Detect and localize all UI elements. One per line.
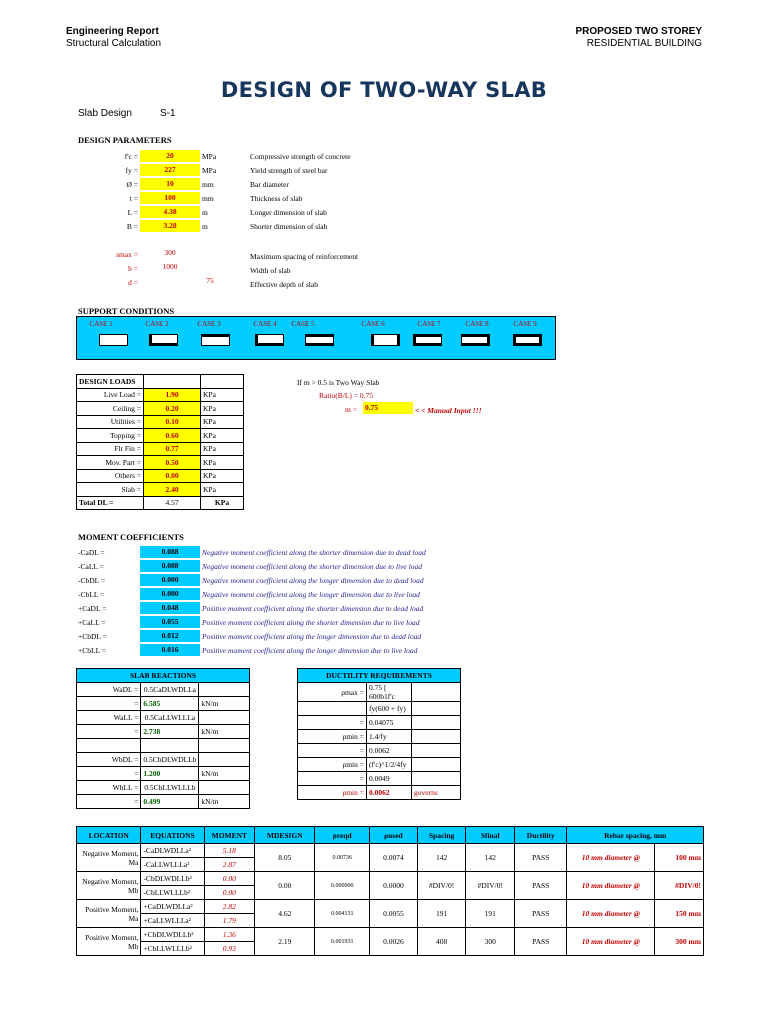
- reaction-value: 0.5CaDLWDLLa: [141, 683, 199, 697]
- reaction-row: [77, 697, 250, 711]
- summary-sp: 408: [417, 928, 466, 956]
- summary-header: Ductility: [515, 827, 567, 844]
- summary-equation: -CaDLWDLLa²: [141, 844, 204, 858]
- ductility-table: [297, 668, 461, 800]
- summary-row: [77, 928, 704, 942]
- param-unit: m: [202, 208, 208, 217]
- ductility-row: [298, 716, 461, 730]
- load-label: Topping =: [77, 429, 144, 443]
- reaction-unit: kN/m: [199, 725, 250, 739]
- summary-moment: 0.00: [204, 886, 255, 900]
- param-unit: m: [202, 222, 208, 231]
- ductility-value: 0.0049: [367, 772, 412, 786]
- summary-equation: -CaLLWLLLa²: [141, 858, 204, 872]
- summary-rebar: 10 mm diameter @: [567, 928, 655, 956]
- total-dl-value: 4.57: [144, 496, 201, 510]
- two-way-note: If m > 0.5 is Two Way Slab: [297, 378, 380, 387]
- case-3-label: CASE 3: [197, 320, 221, 328]
- load-input[interactable]: 1.90: [144, 388, 201, 402]
- load-label: Mov. Part =: [77, 456, 144, 470]
- param-symbol: smax =: [116, 250, 138, 259]
- summary-moment: 0.00: [204, 872, 255, 886]
- coef-symbol: -CaLL =: [78, 562, 104, 571]
- total-dl-row: [77, 496, 244, 510]
- coef-symbol: -CbDL =: [78, 576, 106, 585]
- param-unit: MPa: [202, 152, 217, 161]
- param-symbol: fy =: [125, 166, 138, 175]
- coef-desc: Negative moment coefficient along the shorter dimension due to live load: [202, 562, 422, 571]
- reaction-unit: kN/m: [199, 795, 250, 809]
- design-loads-table: [76, 374, 244, 510]
- coef-symbol: +CaLL =: [78, 618, 106, 627]
- summary-header: Spacing: [417, 827, 466, 844]
- param-value: 300: [164, 248, 176, 257]
- design-loads-heading: DESIGN LOADS: [77, 375, 144, 389]
- param-unit: mm: [202, 194, 214, 203]
- summary-rebar: 10 mm diameter @: [567, 872, 655, 900]
- coef-desc: Negative moment coefficient along the shorter dimension due to dead load: [202, 548, 426, 557]
- reaction-symbol: [77, 739, 141, 753]
- summary-rr: 0.004131: [315, 900, 370, 928]
- ductility-note: [412, 744, 461, 758]
- summary-ru: 0.0000: [370, 872, 418, 900]
- summary-rebar-spacing: 300 mm: [655, 928, 704, 956]
- param-desc: Shorter dimension of slab: [250, 222, 328, 231]
- reaction-symbol: WbLL =: [77, 781, 141, 795]
- coef-value: 0.088: [140, 560, 200, 572]
- case-2-diagram[interactable]: [149, 334, 178, 346]
- reaction-value: 2.738: [141, 725, 199, 739]
- ductility-value: 0.75 [ 600b1f'c: [367, 683, 412, 702]
- param-input[interactable]: 3.28: [140, 220, 200, 232]
- ductility-value: 0.04075: [367, 716, 412, 730]
- case-9-diagram[interactable]: [513, 334, 542, 346]
- coef-symbol: +CaDL =: [78, 604, 107, 613]
- reaction-unit: [199, 781, 250, 795]
- load-unit: KPa: [201, 483, 244, 497]
- case-1-diagram[interactable]: [99, 334, 128, 346]
- slab-reactions-table: [76, 668, 250, 809]
- param-input[interactable]: 100: [140, 192, 200, 204]
- param-value: 75: [206, 276, 214, 285]
- reaction-value: 0.499: [141, 795, 199, 809]
- coef-symbol: +CbLL =: [78, 646, 106, 655]
- summary-moment: 1.36: [204, 928, 255, 942]
- param-symbol: d =: [128, 278, 138, 287]
- load-row: [77, 429, 244, 443]
- page-title: DESIGN OF TWO-WAY SLAB: [220, 78, 548, 102]
- reaction-value: 0.5CbLLWLLLb: [141, 781, 199, 795]
- summary-equation: -CbLLWLLLb²: [141, 886, 204, 900]
- total-dl-unit: KPa: [201, 496, 244, 510]
- param-symbol: f'c =: [124, 152, 138, 161]
- param-desc: Bar diameter: [250, 180, 289, 189]
- ductility-value: (f'c)^1/2/4fy: [367, 758, 412, 772]
- reaction-symbol: =: [77, 725, 141, 739]
- summary-header-row: [77, 827, 704, 844]
- case-4-diagram[interactable]: [255, 334, 284, 346]
- summary-header: EQUATIONS: [141, 827, 204, 844]
- summary-header: Sfinal: [466, 827, 515, 844]
- ductility-row: [298, 758, 461, 772]
- summary-du: PASS: [515, 900, 567, 928]
- summary-header: ρused: [370, 827, 418, 844]
- coef-value: 0.000: [140, 588, 200, 600]
- reaction-unit: [199, 683, 250, 697]
- load-label: Flr Fin =: [77, 442, 144, 456]
- summary-sf: 300: [466, 928, 515, 956]
- param-symbol: b =: [128, 264, 138, 273]
- load-label: Slab =: [77, 483, 144, 497]
- param-input[interactable]: 4.38: [140, 206, 200, 218]
- case-8-label: CASE 8: [465, 320, 489, 328]
- ductility-value: 0.0062: [367, 786, 412, 800]
- load-input[interactable]: 0.77: [144, 442, 201, 456]
- load-row: [77, 442, 244, 456]
- reaction-symbol: =: [77, 767, 141, 781]
- param-symbol: L =: [127, 208, 138, 217]
- param-symbol: B =: [126, 222, 138, 231]
- summary-row: [77, 900, 704, 914]
- reaction-unit: [199, 753, 250, 767]
- load-unit: KPa: [201, 388, 244, 402]
- case-5-diagram[interactable]: [305, 334, 334, 346]
- summary-sf: #DIV/0!: [466, 872, 515, 900]
- param-unit: MPa: [202, 166, 217, 175]
- param-symbol: t =: [129, 194, 138, 203]
- ductility-symbol: =: [298, 716, 367, 730]
- param-input[interactable]: 227: [140, 164, 200, 176]
- ductility-note: governs: [412, 786, 461, 800]
- load-unit: KPa: [201, 456, 244, 470]
- summary-sf: 191: [466, 900, 515, 928]
- report-subtitle: Structural Calculation: [66, 38, 162, 49]
- m-label: m =: [345, 405, 357, 414]
- summary-equation: -CbDLWDLLb²: [141, 872, 204, 886]
- coef-value: 0.088: [140, 546, 200, 558]
- summary-md: 2.19: [255, 928, 315, 956]
- reaction-row: [77, 795, 250, 809]
- reaction-unit: kN/m: [199, 767, 250, 781]
- coef-desc: Positive moment coefficient along the longer dimension due to dead load: [202, 632, 422, 641]
- report-title: Engineering Report: [66, 26, 159, 37]
- load-label: Live Load =: [77, 388, 144, 402]
- load-unit: KPa: [201, 442, 244, 456]
- project-subtitle: RESIDENTIAL BUILDING: [586, 38, 702, 49]
- summary-equation: +CaLLWLLLa²: [141, 914, 204, 928]
- summary-md: 8.05: [255, 844, 315, 872]
- reaction-symbol: WaDL =: [77, 683, 141, 697]
- ductility-note: [412, 758, 461, 772]
- summary-ru: 0.0074: [370, 844, 418, 872]
- summary-header: Rebar spacing, mm: [567, 827, 704, 844]
- summary-moment: 2.87: [204, 858, 255, 872]
- reaction-symbol: WbDL =: [77, 753, 141, 767]
- summary-moment: 2.82: [204, 900, 255, 914]
- summary-row: [77, 872, 704, 886]
- summary-equation: +CbLLWLLLb²: [141, 942, 204, 956]
- reaction-row: [77, 767, 250, 781]
- summary-location: Negative Moment, Mb: [77, 872, 141, 900]
- case-8-diagram[interactable]: [461, 334, 490, 346]
- param-desc: Longer dimension of slab: [250, 208, 327, 217]
- summary-location: Positive Moment, Mb: [77, 928, 141, 956]
- ductility-row: [298, 683, 461, 702]
- param-desc: Maximum spacing of reinforcement: [250, 252, 359, 261]
- ductility-note: [412, 683, 461, 702]
- load-row: [77, 483, 244, 497]
- param-desc: Yield strength of steel bar: [250, 166, 328, 175]
- coef-symbol: -CbLL =: [78, 590, 105, 599]
- summary-rr: 0.001931: [315, 928, 370, 956]
- param-desc: Compressive strength of concrete: [250, 152, 351, 161]
- summary-equation: +CbDLWDLLb²: [141, 928, 204, 942]
- ductility-symbol: =: [298, 744, 367, 758]
- load-input[interactable]: 0.10: [144, 415, 201, 429]
- reaction-row: [77, 711, 250, 725]
- summary-header: LOCATION: [77, 827, 141, 844]
- case-9-label: CASE 9: [513, 320, 537, 328]
- ductility-symbol: [298, 702, 367, 716]
- ductility-symbol: ρmin =: [298, 786, 367, 800]
- case-5-label: CASE 5: [291, 320, 315, 328]
- reaction-unit: [199, 711, 250, 725]
- param-desc: Thickness of slab: [250, 194, 303, 203]
- summary-row: [77, 844, 704, 858]
- design-summary-table: [76, 826, 704, 956]
- summary-rr: 0.00736: [315, 844, 370, 872]
- param-desc: Effective depth of slab: [250, 280, 318, 289]
- slab-reactions-heading: SLAB REACTIONS: [77, 669, 250, 683]
- coef-symbol: -CaDL =: [78, 548, 105, 557]
- manual-input-note: < < Manual Input !!!: [415, 406, 482, 415]
- summary-header: MDESIGN: [255, 827, 315, 844]
- ductility-row: [298, 772, 461, 786]
- coef-value: 0.000: [140, 574, 200, 586]
- summary-location: Negative Moment, Ma: [77, 844, 141, 872]
- coef-desc: Positive moment coefficient along the longer dimension due to live load: [202, 646, 418, 655]
- design-parameters-heading: DESIGN PARAMETERS: [78, 135, 172, 145]
- load-unit: KPa: [201, 402, 244, 416]
- summary-header: MOMENT: [204, 827, 255, 844]
- reaction-value: 0.5CaLLWLLLa: [141, 711, 199, 725]
- load-row: [77, 388, 244, 402]
- summary-sp: 142: [417, 844, 466, 872]
- summary-ru: 0.0055: [370, 900, 418, 928]
- load-input[interactable]: 0.60: [144, 429, 201, 443]
- project-title: PROPOSED TWO STOREY: [575, 26, 702, 37]
- summary-rebar: 10 mm diameter @: [567, 900, 655, 928]
- slab-design-label: Slab Design: [78, 108, 132, 119]
- case-6-diagram[interactable]: [371, 334, 400, 346]
- load-label: Utilities =: [77, 415, 144, 429]
- load-unit: KPa: [201, 415, 244, 429]
- summary-moment: 1.79: [204, 914, 255, 928]
- ratio-text: Ratio(B/L) = 0.75: [319, 391, 374, 400]
- ductility-row: [298, 744, 461, 758]
- ductility-note: [412, 730, 461, 744]
- ductility-symbol: =: [298, 772, 367, 786]
- summary-du: PASS: [515, 844, 567, 872]
- moment-coefficients-heading: MOMENT COEFFICIENTS: [78, 532, 184, 542]
- reaction-value: 0.5CbDLWDLLb: [141, 753, 199, 767]
- ductility-value: 1.4/fy: [367, 730, 412, 744]
- reaction-unit: kN/m: [199, 697, 250, 711]
- case-2-label: CASE 2: [145, 320, 169, 328]
- load-row: [77, 402, 244, 416]
- ductility-note: [412, 702, 461, 716]
- summary-location: Positive Moment, Ma: [77, 900, 141, 928]
- reaction-value: 1.200: [141, 767, 199, 781]
- summary-md: 4.62: [255, 900, 315, 928]
- case-7-diagram[interactable]: [413, 334, 442, 346]
- m-input[interactable]: 0.75: [363, 402, 413, 414]
- support-conditions-heading: SUPPORT CONDITIONS: [78, 306, 175, 316]
- summary-du: PASS: [515, 872, 567, 900]
- coef-symbol: +CbDL =: [78, 632, 107, 641]
- case-1-label: CASE 1: [89, 320, 113, 328]
- reaction-symbol: =: [77, 795, 141, 809]
- coef-desc: Negative moment coefficient along the longer dimension due to live load: [202, 590, 420, 599]
- coef-value: 0.012: [140, 630, 200, 642]
- load-row: [77, 469, 244, 483]
- reaction-unit: [199, 739, 250, 753]
- coef-value: 0.048: [140, 602, 200, 614]
- ductility-note: [412, 772, 461, 786]
- reaction-symbol: WaLL =: [77, 711, 141, 725]
- total-dl-label: Total DL =: [77, 496, 144, 510]
- ductility-row: [298, 786, 461, 800]
- summary-equation: +CaDLWDLLa²: [141, 900, 204, 914]
- summary-header: ρreqd: [315, 827, 370, 844]
- case-7-label: CASE 7: [417, 320, 441, 328]
- load-input[interactable]: 0.00: [144, 469, 201, 483]
- coef-desc: Positive moment coefficient along the shorter dimension due to dead load: [202, 604, 424, 613]
- summary-rebar-spacing: 150 mm: [655, 900, 704, 928]
- summary-md: 0.00: [255, 872, 315, 900]
- summary-rebar-spacing: 100 mm: [655, 844, 704, 872]
- param-symbol: Ø =: [126, 180, 138, 189]
- reaction-row: [77, 781, 250, 795]
- load-row: [77, 456, 244, 470]
- summary-rr: 0.000000: [315, 872, 370, 900]
- ductility-note: [412, 716, 461, 730]
- param-value: 1000: [162, 262, 178, 271]
- ductility-row: [298, 702, 461, 716]
- summary-sf: 142: [466, 844, 515, 872]
- ductility-row: [298, 730, 461, 744]
- case-3-diagram[interactable]: [201, 334, 230, 346]
- reaction-row: [77, 753, 250, 767]
- ductility-value: fy(600 + fy): [367, 702, 412, 716]
- load-input[interactable]: 0.50: [144, 456, 201, 470]
- reaction-row: [77, 683, 250, 697]
- reaction-row: [77, 739, 250, 753]
- ductility-heading: DUCTILITY REQUIREMENTS: [298, 669, 461, 683]
- param-unit: mm: [202, 180, 214, 189]
- load-input[interactable]: 0.20: [144, 402, 201, 416]
- ductility-symbol: ρmin =: [298, 730, 367, 744]
- summary-ru: 0.0026: [370, 928, 418, 956]
- support-conditions-panel: [76, 316, 556, 360]
- reaction-value: 6.585: [141, 697, 199, 711]
- load-unit: KPa: [201, 469, 244, 483]
- param-desc: Width of slab: [250, 266, 291, 275]
- ductility-symbol: ρmax =: [298, 683, 367, 702]
- load-label: Others =: [77, 469, 144, 483]
- coef-desc: Positive moment coefficient along the shorter dimension due to live load: [202, 618, 420, 627]
- ductility-value: 0.0062: [367, 744, 412, 758]
- coef-desc: Negative moment coefficient along the longer dimension due to dead load: [202, 576, 424, 585]
- summary-moment: 0.93: [204, 942, 255, 956]
- coef-value: 0.055: [140, 616, 200, 628]
- load-input[interactable]: 2.40: [144, 483, 201, 497]
- summary-rebar-spacing: #DIV/0!: [655, 872, 704, 900]
- reaction-value: [141, 739, 199, 753]
- coef-value: 0.016: [140, 644, 200, 656]
- summary-moment: 5.18: [204, 844, 255, 858]
- param-input[interactable]: 10: [140, 178, 200, 190]
- slab-design-id: S-1: [160, 108, 176, 119]
- load-label: Ceiling =: [77, 402, 144, 416]
- ductility-symbol: ρmin =: [298, 758, 367, 772]
- summary-sp: 191: [417, 900, 466, 928]
- param-input[interactable]: 20: [140, 150, 200, 162]
- load-row: [77, 415, 244, 429]
- case-4-label: CASE 4: [253, 320, 277, 328]
- summary-sp: #DIV/0!: [417, 872, 466, 900]
- case-6-label: CASE 6: [361, 320, 385, 328]
- load-unit: KPa: [201, 429, 244, 443]
- reaction-symbol: =: [77, 697, 141, 711]
- reaction-row: [77, 725, 250, 739]
- summary-du: PASS: [515, 928, 567, 956]
- summary-rebar: 10 mm diameter @: [567, 844, 655, 872]
